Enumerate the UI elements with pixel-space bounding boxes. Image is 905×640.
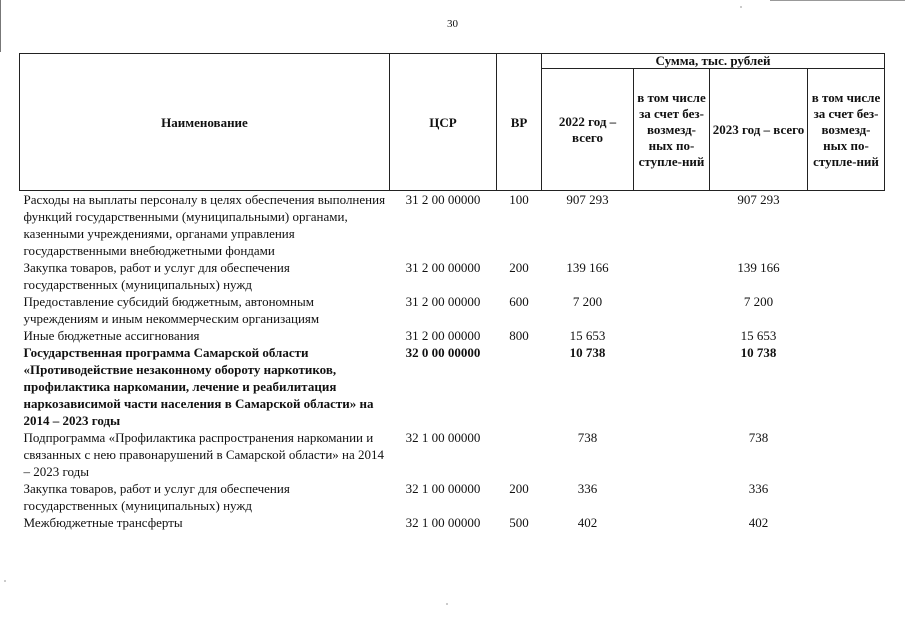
- row-csr: 32 1 00 00000: [405, 430, 481, 445]
- budget-table: [19, 53, 885, 531]
- row-2023-total: 139 166: [737, 260, 780, 275]
- row-2023-free: [808, 429, 885, 480]
- header-2023-free: в том числе за счет без-возмезд-ных по-ступле-ний: [808, 69, 885, 191]
- scan-edge-top: [770, 0, 905, 1]
- row-2023-total: 738: [748, 430, 769, 445]
- row-name: Иные бюджетные ассигнования: [23, 328, 200, 343]
- row-vr: 500: [509, 515, 529, 530]
- header-sum: Сумма, тыс. рублей: [542, 54, 885, 69]
- row-2022-free: [634, 293, 710, 327]
- row-2022-free: [634, 191, 710, 260]
- row-csr: 32 1 00 00000: [405, 515, 481, 530]
- row-2023-free: [808, 259, 885, 293]
- row-2022-free: [634, 514, 710, 531]
- row-2022-free: [634, 429, 710, 480]
- row-name: Закупка товаров, работ и услуг для обеспечения государственных (муниципальных) нужд: [23, 481, 290, 513]
- row-2022-total: 15 653: [569, 328, 606, 343]
- table-row: [20, 259, 885, 293]
- row-name: Подпрограмма «Профилактика распространения наркомании и связанных с нею правонарушений в Самарской области» на 2014 – 2023 годы: [23, 430, 385, 479]
- row-2022-free: [634, 259, 710, 293]
- row-2022-free: [634, 344, 710, 429]
- row-vr: 200: [509, 260, 529, 275]
- row-csr: 31 2 00 00000: [405, 294, 481, 309]
- table-row: [20, 293, 885, 327]
- row-2023-free: [808, 293, 885, 327]
- row-csr: 31 2 00 00000: [405, 260, 481, 275]
- table-body: [20, 191, 885, 532]
- row-2023-total: 907 293: [737, 192, 780, 207]
- row-vr: 100: [509, 192, 529, 207]
- row-csr: 31 2 00 00000: [405, 328, 481, 343]
- row-csr: 32 0 00 00000: [405, 345, 481, 360]
- row-2022-free: [634, 327, 710, 344]
- table-row: [20, 327, 885, 344]
- scan-speck: [4, 580, 6, 582]
- row-vr: 600: [509, 294, 529, 309]
- row-vr: [497, 344, 542, 429]
- row-2023-free: [808, 191, 885, 260]
- row-2022-total: 738: [577, 430, 598, 445]
- row-2023-total: 402: [748, 515, 769, 530]
- row-2023-total: 10 738: [740, 345, 777, 360]
- row-name: Закупка товаров, работ и услуг для обеспечения государственных (муниципальных) нужд: [23, 260, 290, 292]
- row-vr: 200: [509, 481, 529, 496]
- table-row: [20, 514, 885, 531]
- row-2022-total: 336: [577, 481, 598, 496]
- row-name: Государственная программа Самарской области «Противодействие незаконному обороту наркотиков, профилактика наркомании, лечение и реабилитация наркозависимой части населения в Самарской области» на 2014 – 2023 годы: [23, 345, 374, 428]
- page-number: 30: [447, 18, 458, 30]
- row-vr: 800: [509, 328, 529, 343]
- row-name: Предоставление субсидий бюджетным, автономным учреждениям и иным некоммерческим организациям: [23, 294, 320, 326]
- row-2022-total: 402: [577, 515, 598, 530]
- table-row: [20, 191, 885, 260]
- row-2022-total: 907 293: [566, 192, 609, 207]
- row-2023-free: [808, 480, 885, 514]
- row-2023-total: 336: [748, 481, 769, 496]
- row-2022-total: 139 166: [566, 260, 609, 275]
- row-2023-free: [808, 327, 885, 344]
- row-2022-total: 7 200: [572, 294, 603, 309]
- row-vr: [497, 429, 542, 480]
- table-row: [20, 344, 885, 429]
- row-2023-free: [808, 344, 885, 429]
- header-name: Наименование: [20, 54, 390, 191]
- table-row: [20, 429, 885, 480]
- header-vr: ВР: [497, 54, 542, 191]
- row-2023-total: 7 200: [743, 294, 774, 309]
- row-csr: 31 2 00 00000: [405, 192, 481, 207]
- table-row: [20, 480, 885, 514]
- scan-speck: [740, 6, 742, 8]
- header-2023-total: 2023 год – всего: [710, 69, 808, 191]
- row-2023-free: [808, 514, 885, 531]
- row-2022-total: 10 738: [569, 345, 606, 360]
- header-csr: ЦСР: [390, 54, 497, 191]
- scan-speck: [446, 603, 448, 605]
- row-2022-free: [634, 480, 710, 514]
- row-name: Расходы на выплаты персоналу в целях обеспечения выполнения функций государственными (муниципальными) органами, казенными учреждениями, органами управления государственными внебюджетными фондами: [23, 192, 386, 258]
- header-2022-total: 2022 год – всего: [542, 69, 634, 191]
- header-2022-free: в том числе за счет без-возмезд-ных по-ступле-ний: [634, 69, 710, 191]
- row-name: Межбюджетные трансферты: [23, 515, 183, 530]
- row-2023-total: 15 653: [740, 328, 777, 343]
- row-csr: 32 1 00 00000: [405, 481, 481, 496]
- table-header: [20, 54, 885, 191]
